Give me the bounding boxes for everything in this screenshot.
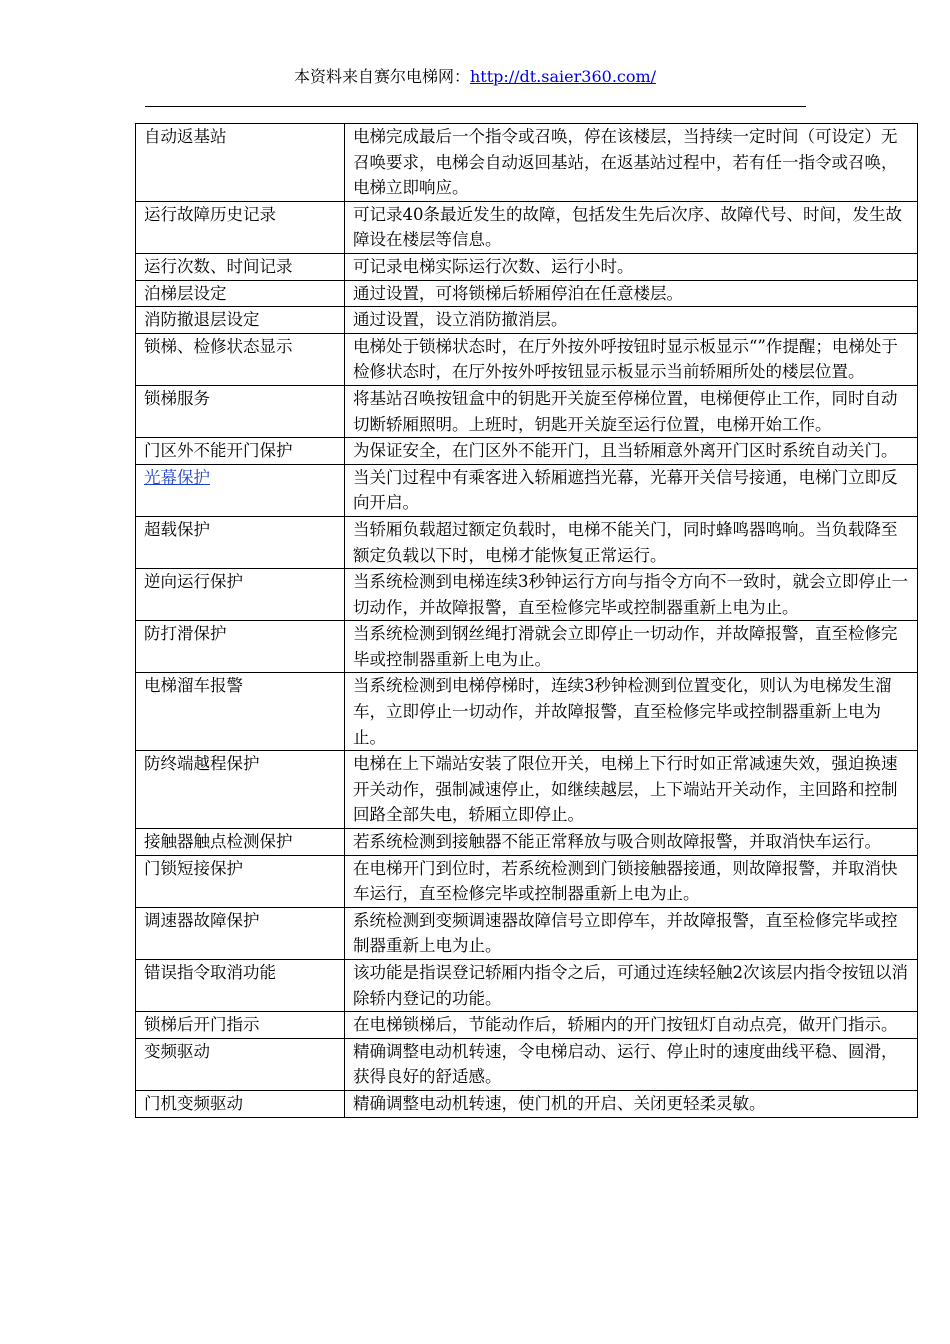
feature-desc: 在电梯开门到位时，若系统检测到门锁接触器接通，则故障报警，并取消快车运行，直至检修完毕或控制器重新上电为止。 xyxy=(345,855,918,907)
feature-name: 门锁短接保护 xyxy=(136,855,345,907)
table-row xyxy=(136,751,918,829)
header-divider xyxy=(145,106,806,107)
feature-desc: 该功能是指误登记轿厢内指令之后，可通过连续轻触2次该层内指令按钮以消除轿内登记的功能。 xyxy=(345,960,918,1012)
feature-desc: 电梯在上下端站安装了限位开关，电梯上下行时如正常减速失效，强迫换速开关动作，强制减速停止，如继续越层，上下端站开关动作，主回路和控制回路全部失电，轿厢立即停止。 xyxy=(345,751,918,829)
table-row xyxy=(136,1012,918,1039)
feature-desc: 精确调整电动机转速，令电梯启动、运行、停止时的速度曲线平稳、圆滑，获得良好的舒适感。 xyxy=(345,1038,918,1090)
source-link[interactable]: http://dt.saier360.com/ xyxy=(469,67,657,86)
table-row xyxy=(136,1038,918,1090)
table-row xyxy=(136,960,918,1012)
table-row xyxy=(136,464,918,516)
feature-name: 门区外不能开门保护 xyxy=(136,438,345,465)
table-row xyxy=(136,385,918,437)
table-row xyxy=(136,673,918,751)
table-row xyxy=(136,855,918,907)
feature-name: 运行故障历史记录 xyxy=(136,201,345,253)
feature-desc: 当系统检测到电梯连续3秒钟运行方向与指令方向不一致时，就会立即停止一切动作，并故障报警，直至检修完毕或控制器重新上电为止。 xyxy=(345,569,918,621)
source-header-prefix: 本资料来自赛尔电梯网： xyxy=(293,67,470,86)
feature-name: 锁梯后开门指示 xyxy=(136,1012,345,1039)
table-row xyxy=(136,907,918,959)
feature-desc: 在电梯锁梯后，节能动作后，轿厢内的开门按钮灯自动点亮，做开门指示。 xyxy=(345,1012,918,1039)
feature-desc: 电梯处于锁梯状态时，在厅外按外呼按钮时显示板显示“”作提醒；电梯处于检修状态时，在厅外按外呼按钮显示板显示当前轿厢所处的楼层位置。 xyxy=(345,333,918,385)
feature-name: 锁梯、检修状态显示 xyxy=(136,333,345,385)
feature-name: 运行次数、时间记录 xyxy=(136,253,345,280)
feature-desc: 当轿厢负载超过额定负载时，电梯不能关门，同时蜂鸣器鸣响。当负载降至额定负载以下时，电梯才能恢复正常运行。 xyxy=(345,516,918,568)
feature-table xyxy=(135,123,918,1118)
feature-desc: 通过设置，设立消防撤消层。 xyxy=(345,307,918,334)
feature-desc: 通过设置，可将锁梯后轿厢停泊在任意楼层。 xyxy=(345,280,918,307)
feature-name: 门机变频驱动 xyxy=(136,1090,345,1117)
feature-name: 锁梯服务 xyxy=(136,385,345,437)
table-row xyxy=(136,333,918,385)
table-row xyxy=(136,307,918,334)
feature-desc: 精确调整电动机转速，使门机的开启、关闭更轻柔灵敏。 xyxy=(345,1090,918,1117)
table-row xyxy=(136,124,918,202)
feature-name: 超载保护 xyxy=(136,516,345,568)
feature-name: 自动返基站 xyxy=(136,124,345,202)
table-row xyxy=(136,280,918,307)
feature-desc: 当系统检测到电梯停梯时，连续3秒钟检测到位置变化，则认为电梯发生溜车，立即停止一切动作，并故障报警，直至检修完毕或控制器重新上电为止。 xyxy=(345,673,918,751)
table-row xyxy=(136,621,918,673)
feature-name: 电梯溜车报警 xyxy=(136,673,345,751)
table-row xyxy=(136,253,918,280)
feature-desc: 为保证安全，在门区外不能开门，且当轿厢意外离开门区时系统自动关门。 xyxy=(345,438,918,465)
source-header xyxy=(0,66,950,88)
feature-desc: 电梯完成最后一个指令或召唤，停在该楼层，当持续一定时间（可设定）无召唤要求，电梯会自动返回基站，在返基站过程中，若有任一指令或召唤，电梯立即响应。 xyxy=(345,124,918,202)
feature-desc: 可记录40条最近发生的故障，包括发生先后次序、故障代号、时间，发生故障设在楼层等信息。 xyxy=(345,201,918,253)
table-row xyxy=(136,1090,918,1117)
feature-name: 消防撤退层设定 xyxy=(136,307,345,334)
feature-desc: 可记录电梯实际运行次数、运行小时。 xyxy=(345,253,918,280)
feature-desc: 若系统检测到接触器不能正常释放与吸合则故障报警，并取消快车运行。 xyxy=(345,829,918,856)
feature-desc: 当系统检测到钢丝绳打滑就会立即停止一切动作，并故障报警，直至检修完毕或控制器重新上电为止。 xyxy=(345,621,918,673)
feature-desc: 当关门过程中有乘客进入轿厢遮挡光幕，光幕开关信号接通，电梯门立即反向开启。 xyxy=(345,464,918,516)
feature-desc: 系统检测到变频调速器故障信号立即停车，并故障报警，直至检修完毕或控制器重新上电为止。 xyxy=(345,907,918,959)
feature-name: 防终端越程保护 xyxy=(136,751,345,829)
feature-desc: 将基站召唤按钮盒中的钥匙开关旋至停梯位置，电梯便停止工作，同时自动切断轿厢照明。上班时，钥匙开关旋至运行位置，电梯开始工作。 xyxy=(345,385,918,437)
feature-name: 变频驱动 xyxy=(136,1038,345,1090)
feature-name-cell xyxy=(136,464,345,516)
table-row xyxy=(136,516,918,568)
feature-name: 错误指令取消功能 xyxy=(136,960,345,1012)
table-row xyxy=(136,201,918,253)
table-row xyxy=(136,438,918,465)
feature-name: 逆向运行保护 xyxy=(136,569,345,621)
table-row xyxy=(136,829,918,856)
feature-name: 泊梯层设定 xyxy=(136,280,345,307)
table-row xyxy=(136,569,918,621)
feature-name: 接触器触点检测保护 xyxy=(136,829,345,856)
light-curtain-link[interactable]: 光幕保护 xyxy=(144,467,210,487)
feature-name: 防打滑保护 xyxy=(136,621,345,673)
feature-name: 调速器故障保护 xyxy=(136,907,345,959)
